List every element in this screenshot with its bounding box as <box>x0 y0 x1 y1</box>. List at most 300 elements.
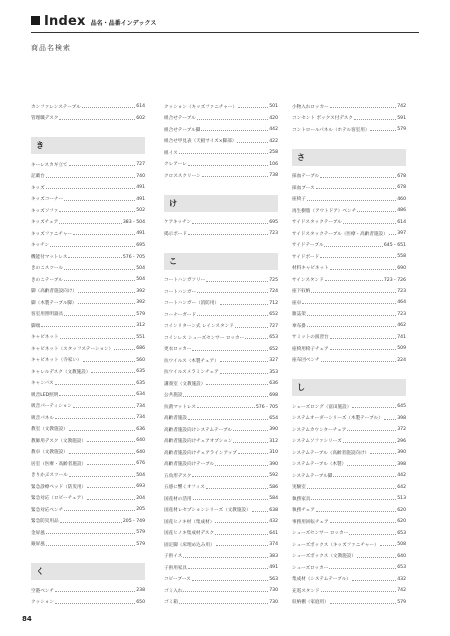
entry-page: 204 <box>136 495 145 501</box>
entry-page: 653 <box>397 565 406 571</box>
entry-page: 504 <box>136 265 145 271</box>
entry-name: 組合せ甲見表（天板サイズ×脚部） <box>164 139 237 145</box>
entry-name: 抗菌マットレス <box>164 404 196 410</box>
entry-name: シューズロッカー <box>292 565 329 571</box>
entry-name: 国産材の活用 <box>164 496 192 502</box>
index-entry <box>164 482 278 494</box>
dot-leader <box>59 211 135 212</box>
dot-leader <box>245 338 268 339</box>
dot-leader <box>55 603 135 604</box>
entry-page: 502 <box>136 208 145 214</box>
index-entry <box>164 447 278 459</box>
dot-leader <box>188 165 268 166</box>
dot-leader <box>197 119 268 120</box>
dot-leader <box>188 568 268 569</box>
entry-name: システムオーダーシリーズ（木製テーブル） <box>292 416 383 422</box>
dot-leader <box>188 419 268 420</box>
dot-leader <box>83 361 136 362</box>
entry-page: 558 <box>397 254 406 260</box>
index-entry <box>31 205 145 217</box>
entry-name: 座下収納 <box>292 289 311 295</box>
index-entry <box>164 436 278 448</box>
entry-page: 650 <box>136 599 145 605</box>
entry-page: 258 <box>269 150 278 156</box>
dot-leader <box>307 326 396 327</box>
entry-page: 591 <box>397 115 406 121</box>
dot-leader <box>179 153 268 154</box>
entry-page: 727 <box>269 323 278 329</box>
entry-page: 398 <box>397 415 406 421</box>
entry-page: 491 <box>269 565 278 571</box>
index-entry <box>292 574 406 586</box>
index-entry <box>164 124 278 136</box>
entry-name: 充電スタンド <box>292 588 320 594</box>
entry-page: 579 <box>136 541 145 547</box>
index-entry <box>164 298 278 310</box>
entry-page: 678 <box>397 173 406 179</box>
entry-page: 491 <box>136 196 145 202</box>
dot-leader <box>46 545 135 546</box>
index-entry <box>31 297 145 309</box>
dot-leader <box>380 545 397 546</box>
index-entry <box>164 390 278 402</box>
dot-leader <box>330 603 396 604</box>
dot-leader <box>197 315 268 316</box>
index-entry <box>31 228 145 240</box>
index-entry <box>292 424 406 436</box>
entry-page: 742 <box>397 588 406 594</box>
entry-name: コートハンガソリー <box>164 278 206 284</box>
index-entry <box>31 458 145 470</box>
index-entry <box>164 113 278 125</box>
entry-page: 486 <box>397 208 406 214</box>
dot-leader <box>354 119 396 120</box>
entry-name: 座椅用椅子チェア <box>292 346 329 352</box>
entry-name: シューズボックス（キッズファニチャー） <box>292 542 379 548</box>
index-entry <box>31 332 145 344</box>
dot-leader <box>215 534 268 535</box>
entry-page: 640 <box>136 449 145 455</box>
entry-page: 695 <box>136 242 145 248</box>
section-heading: き <box>31 137 145 154</box>
entry-page: 614 <box>136 104 145 110</box>
dot-leader <box>357 211 396 212</box>
dot-leader <box>46 533 135 534</box>
dot-leader <box>55 384 136 385</box>
index-entry <box>292 240 406 252</box>
entry-name: 座布団ベンチ <box>292 358 320 364</box>
entry-name: サイドボード <box>292 254 320 260</box>
index-entry <box>292 528 406 540</box>
dot-leader <box>233 430 268 431</box>
dot-leader <box>64 269 135 270</box>
index-entry <box>31 470 145 482</box>
entry-name: 実験室 <box>292 485 306 491</box>
entry-name: ゴミ箱 <box>164 600 178 606</box>
index-entry <box>292 551 406 563</box>
index-entry <box>164 551 278 563</box>
index-entry <box>31 101 145 113</box>
index-entry <box>292 286 406 298</box>
entry-name: コートハンガー <box>164 289 197 295</box>
entry-name: システムカウンターチェア <box>292 427 347 433</box>
section-heading: く <box>31 563 145 580</box>
entry-page: 432 <box>397 576 406 582</box>
entry-page: 296 <box>397 438 406 444</box>
entry-page: 504 <box>136 277 145 283</box>
index-entry <box>164 562 278 574</box>
entry-name: キャビネット（寺家い） <box>31 358 82 364</box>
entry-name: 空港ベンチ <box>31 588 54 594</box>
entry-page: 205 <box>136 507 145 513</box>
index-entry <box>31 343 145 355</box>
entry-name: キーレスカギ立て <box>31 162 68 168</box>
section-spacer <box>31 550 145 562</box>
entry-page: 397 <box>397 231 406 237</box>
index-entry <box>292 263 406 275</box>
entry-name: システムテーブル脚 <box>292 473 333 479</box>
entry-name: 執務チェア <box>292 508 315 514</box>
dot-leader <box>46 188 136 189</box>
dot-leader <box>197 292 268 293</box>
entry-name: シューズセンサー ロッカー <box>292 531 349 537</box>
entry-page: 636 <box>269 381 278 387</box>
index-title: Index <box>44 14 86 29</box>
entry-page: 312 <box>269 438 278 444</box>
dot-leader <box>68 257 121 258</box>
entry-page: 725 <box>269 277 278 283</box>
entry-name: 金屏風 <box>31 530 45 536</box>
entry-name: 記載台 <box>31 174 45 180</box>
entry-name: 吸音パネル <box>31 415 54 421</box>
entry-page: 734 <box>136 403 145 409</box>
entry-page: 238 <box>136 588 145 594</box>
dot-leader <box>330 349 397 350</box>
entry-page: 653 <box>397 530 406 536</box>
index-entry <box>31 240 145 252</box>
entry-page: 420 <box>269 115 278 121</box>
index-entry <box>31 274 145 286</box>
dot-leader <box>69 453 135 454</box>
entry-name: クロススクリーン <box>164 173 201 179</box>
entry-page: 693 <box>136 484 145 490</box>
entry-name: 再生樹脂（アウトドア）ベンチ <box>292 208 357 214</box>
section-spacer <box>164 182 278 194</box>
entry-name: 国産材レセプションシリーズ（文教施設） <box>164 508 251 514</box>
entry-name: クッション <box>31 600 54 606</box>
entry-name: 材料キャビネット <box>292 266 329 272</box>
entry-name: 客室用照明器具 <box>31 312 64 318</box>
index-entry <box>292 505 406 517</box>
dot-leader <box>78 303 136 304</box>
entry-name: キャビネット <box>31 335 59 341</box>
index-entry <box>292 585 406 597</box>
entry-name: きりかぶスツール <box>31 473 68 479</box>
entry-page: 636 <box>136 426 145 432</box>
index-entry <box>292 124 406 136</box>
entry-page: 723 <box>397 288 406 294</box>
index-entry <box>31 309 145 321</box>
entry-name: 収納棚（家庭用） <box>292 600 329 606</box>
entry-page: 576・705 <box>122 254 145 260</box>
index-entry <box>292 274 406 286</box>
entry-page: 698 <box>269 392 278 398</box>
entry-page: 106 <box>269 161 278 167</box>
section-heading: し <box>292 379 406 396</box>
entry-page: 579 <box>397 599 406 605</box>
entry-page: 645 <box>397 404 406 410</box>
entry-page: 390 <box>397 450 406 456</box>
entry-page: 635 <box>136 380 145 386</box>
index-entry <box>292 597 406 609</box>
index-entry <box>164 424 278 436</box>
dot-leader <box>343 442 396 443</box>
index-entry <box>164 505 278 517</box>
entry-page: 390 <box>269 461 278 467</box>
dot-leader <box>321 591 397 592</box>
entry-page: 642 <box>397 484 406 490</box>
dot-leader <box>333 476 396 477</box>
entry-name: 高齢者施設向けシステムテーブル <box>164 427 232 433</box>
entry-name: キッズファニチャー <box>31 231 73 237</box>
entry-page: 586 <box>269 484 278 490</box>
dot-leader <box>59 223 122 224</box>
entry-name: 高齢者施設向けテーブル <box>164 462 215 468</box>
index-entry <box>31 504 145 516</box>
dot-leader <box>343 223 396 224</box>
index-entry <box>164 344 278 356</box>
index-entry <box>164 355 278 367</box>
entry-name: 抗ウイルス（木製チェア） <box>164 358 219 364</box>
entry-page: 741 <box>397 334 406 340</box>
dot-leader <box>252 511 269 512</box>
entry-page: 695 <box>269 219 278 225</box>
dot-leader <box>357 557 396 558</box>
entry-name: 傘布掛 <box>292 323 306 329</box>
entry-page: 620 <box>397 519 406 525</box>
dot-leader <box>325 280 383 281</box>
index-entry <box>164 309 278 321</box>
entry-page: 678 <box>397 185 406 191</box>
dot-leader <box>320 257 396 258</box>
entry-page: 724 <box>269 289 278 295</box>
entry-name: 子供イス <box>164 554 183 560</box>
dot-leader <box>215 522 268 523</box>
dot-leader <box>307 200 396 201</box>
index-entry <box>164 101 278 113</box>
entry-name: きのこスツール <box>31 266 64 272</box>
dot-leader <box>237 142 268 143</box>
dot-leader <box>64 200 135 201</box>
entry-page: 634 <box>136 392 145 398</box>
entry-page: 740 <box>136 173 145 179</box>
dot-leader <box>352 580 396 581</box>
dot-leader <box>179 603 268 604</box>
entry-name: クッション（キッズファニチャー） <box>164 104 238 110</box>
section-heading: さ <box>292 149 406 166</box>
index-entry <box>164 147 278 159</box>
index-entry <box>31 263 145 275</box>
index-entry <box>31 113 145 125</box>
entry-name: 公共施設 <box>164 393 183 399</box>
dot-leader <box>320 177 396 178</box>
dot-leader <box>384 419 397 420</box>
index-entry <box>31 516 145 528</box>
dot-leader <box>220 304 268 305</box>
dot-leader <box>183 557 268 558</box>
entry-page: 509 <box>397 346 406 352</box>
index-entry <box>292 217 406 229</box>
entry-name: 脚端 <box>31 323 41 329</box>
black-square-icon <box>31 16 40 25</box>
index-entry <box>31 424 145 436</box>
index-entry <box>292 320 406 332</box>
entry-name: 講義室（文教施設） <box>164 381 206 387</box>
index-entry <box>164 367 278 379</box>
entry-page: 508 <box>397 542 406 548</box>
index-entry <box>164 170 278 182</box>
index-entry <box>164 597 278 609</box>
index-entry <box>292 182 406 194</box>
index-entry <box>292 332 406 344</box>
index-entry <box>292 562 406 574</box>
index-entry <box>292 447 406 459</box>
entry-page: 563 <box>269 576 278 582</box>
entry-name: 緊急診療ベッド（防災用） <box>31 484 87 490</box>
dot-leader <box>64 315 135 316</box>
dot-leader <box>347 430 396 431</box>
index-entry <box>31 251 145 263</box>
entry-page: 645・651 <box>383 243 406 249</box>
entry-page: 422 <box>269 138 278 144</box>
index-entry <box>164 470 278 482</box>
entry-name: 掲示ボード <box>164 231 187 237</box>
entry-page: 727 <box>136 162 145 168</box>
entry-name: 更衣ロッカー <box>164 347 192 353</box>
index-entry <box>164 493 278 505</box>
entry-name: 組イス <box>164 150 178 156</box>
index-entry <box>31 320 145 332</box>
dot-leader <box>114 349 135 350</box>
entry-name: 固定脚（床埋め込み用） <box>164 542 215 548</box>
dot-leader <box>370 130 396 131</box>
entry-page: 504 <box>136 472 145 478</box>
entry-name: 高齢者施設 <box>164 416 187 422</box>
dot-leader <box>215 465 268 466</box>
index-entry <box>292 459 406 471</box>
entry-page: 652 <box>269 346 278 352</box>
dot-leader <box>349 534 396 535</box>
entry-page: 579 <box>397 127 406 133</box>
index-column-1 <box>31 101 145 608</box>
index-entry <box>292 401 406 413</box>
index-entry <box>31 597 145 609</box>
entry-page: 620 <box>397 507 406 513</box>
index-entry <box>164 159 278 171</box>
entry-name: 採血テーブル <box>292 174 320 180</box>
dot-leader <box>60 522 122 523</box>
entry-page: 730 <box>269 599 278 605</box>
index-header <box>31 14 156 29</box>
entry-name: 高齢者施設向けチェアオプション <box>164 439 233 445</box>
index-entry <box>164 539 278 551</box>
entry-name: サイドスタックテーブル（医療・高齢者施設） <box>292 231 388 237</box>
entry-page: 383・504 <box>122 220 145 226</box>
entry-name: 高齢者施設向けチェアラインアップ <box>164 450 237 456</box>
entry-name: キッズチェア <box>31 220 59 226</box>
entry-name: 国産ヒノキ材（集成材） <box>164 519 215 525</box>
entry-page: 501 <box>269 104 278 110</box>
dot-leader <box>201 130 268 131</box>
index-entry <box>31 435 145 447</box>
entry-name: 座椅子 <box>292 197 306 203</box>
entry-page: 686 <box>136 346 145 352</box>
entry-page: 513 <box>397 496 406 502</box>
entry-page: 730 <box>269 588 278 594</box>
entry-page: 742 <box>397 104 406 110</box>
index-entry <box>31 217 145 229</box>
dot-leader <box>307 315 396 316</box>
index-entry <box>31 493 145 505</box>
dot-leader <box>69 165 136 166</box>
entry-name: コインリターン式 レインスタンド <box>164 324 234 330</box>
entry-page: 372 <box>397 427 406 433</box>
index-entry <box>31 182 145 194</box>
index-entry <box>292 516 406 528</box>
entry-name: 執務家具 <box>292 496 311 502</box>
entry-page: 462 <box>397 323 406 329</box>
entry-page: 310 <box>269 450 278 456</box>
entry-name: 脚（木製テーブル脚） <box>31 300 77 306</box>
index-entry <box>292 251 406 263</box>
entry-name: キャレルデスク（文教施設） <box>31 369 91 375</box>
entry-name: 五感に響くオフィス <box>164 485 205 491</box>
dot-leader <box>73 407 135 408</box>
index-entry <box>164 413 278 425</box>
entry-name: シェーズロング（富田施設） <box>292 404 352 410</box>
index-entry <box>31 412 145 424</box>
index-entry <box>31 171 145 183</box>
entry-page: 602 <box>136 115 145 121</box>
entry-name: 雑誌架 <box>292 312 306 318</box>
dot-leader <box>41 326 135 327</box>
dot-leader <box>55 418 135 419</box>
entry-name: システムテーブル（木製） <box>292 462 347 468</box>
entry-name: キッチン <box>31 243 50 249</box>
entry-page: 690 <box>397 265 406 271</box>
dot-leader <box>64 280 135 281</box>
page-number: 84 <box>22 615 32 623</box>
entry-page: 653 <box>269 335 278 341</box>
dot-leader <box>238 107 268 108</box>
entry-name: システムソファシリーズ <box>292 439 342 445</box>
dot-leader <box>78 292 135 293</box>
entry-name: 教卓（文教施設） <box>31 450 68 456</box>
dot-leader <box>202 176 269 177</box>
dot-leader <box>183 591 268 592</box>
entry-page: 654 <box>269 415 278 421</box>
dot-leader <box>307 488 396 489</box>
section-heading: こ <box>164 253 278 270</box>
entry-name: コーナーガード <box>164 312 197 318</box>
entry-page: 592 <box>269 473 278 479</box>
entry-name: コントロールパネル（ホテル客室用） <box>292 127 370 133</box>
dot-leader <box>329 568 396 569</box>
entry-page: 460 <box>397 196 406 202</box>
entry-page: 723・726 <box>383 277 406 283</box>
entry-name: キッズソファ <box>31 208 59 214</box>
entry-page: 579 <box>136 311 145 317</box>
